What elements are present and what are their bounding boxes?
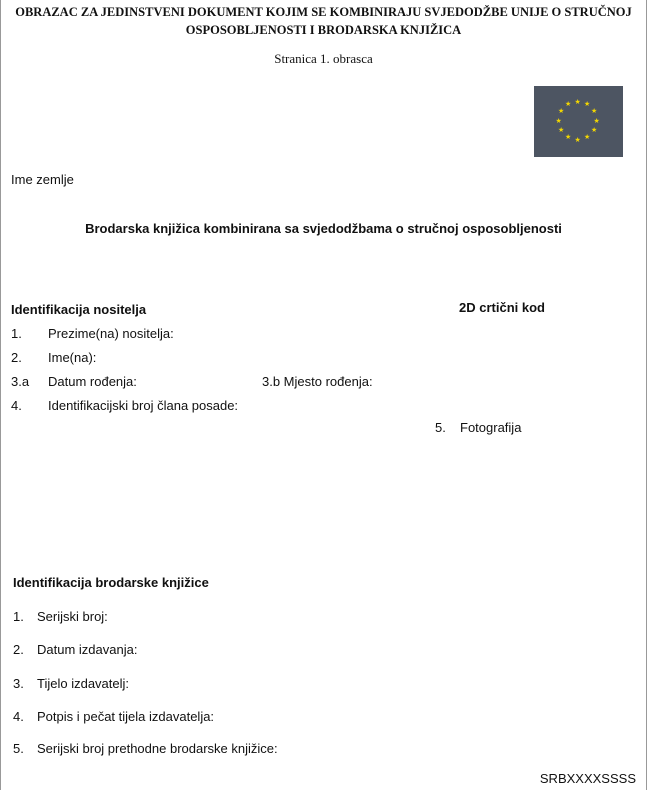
document-title: Brodarska knjižica kombinirana sa svjedodžbama o stručnoj osposobljenosti xyxy=(85,221,562,236)
eu-flag-icon xyxy=(534,86,623,157)
country-label: Ime zemlje xyxy=(11,172,74,187)
form-title-line2: OSPOSOBLJENOSTI I BRODARSKA KNJIŽICA xyxy=(185,23,462,37)
star-icon: ★ xyxy=(574,98,581,106)
holder-item-num: 2. xyxy=(11,350,22,365)
photo-label: Fotografija xyxy=(460,420,522,435)
star-icon: ★ xyxy=(590,108,598,115)
book-item-num: 4. xyxy=(13,709,24,724)
star-icon: ★ xyxy=(590,127,598,134)
holder-item-num: 3.a xyxy=(11,374,30,389)
page-label: Stranica 1. obrasca xyxy=(274,51,373,66)
book-item-num: 2. xyxy=(13,642,24,657)
holder-item-num: 1. xyxy=(11,326,22,341)
barcode-label: 2D crtični kod xyxy=(459,300,545,315)
holder-item-label: Datum rođenja: xyxy=(48,374,137,389)
form-title-line1: OBRAZAC ZA JEDINSTVENI DOKUMENT KOJIM SE KOMBINIRAJU SVJEDODŽBE UNIJE O STRUČNOJ xyxy=(15,5,632,19)
book-item-label: Serijski broj: xyxy=(37,609,108,624)
birthplace-label: 3.b Mjesto rođenja: xyxy=(262,374,373,389)
book-item-num: 3. xyxy=(13,676,24,691)
holder-item-label: Ime(na): xyxy=(48,350,97,365)
book-item-label: Tijelo izdavatelj: xyxy=(37,676,130,691)
book-item-label: Datum izdavanja: xyxy=(37,642,138,657)
star-icon: ★ xyxy=(584,101,591,109)
book-heading: Identifikacija brodarske knjižice xyxy=(13,575,209,590)
book-item-label: Serijski broj prethodne brodarske knjižice: xyxy=(37,741,278,756)
star-icon: ★ xyxy=(565,101,572,109)
footer-code: SRBXXXXSSSS xyxy=(539,771,636,786)
photo-num: 5. xyxy=(435,420,446,435)
book-item-num: 1. xyxy=(13,609,24,624)
book-item-label: Potpis i pečat tijela izdavatelja: xyxy=(37,709,215,724)
book-item-num: 5. xyxy=(13,741,24,756)
star-icon: ★ xyxy=(565,133,572,141)
holder-item-label: Identifikacijski broj člana posade: xyxy=(48,398,239,413)
star-icon: ★ xyxy=(558,108,565,115)
star-icon: ★ xyxy=(574,136,581,144)
star-icon: ★ xyxy=(593,117,600,125)
holder-item-num: 4. xyxy=(11,398,22,413)
holder-item-label: Prezime(na) nositelja: xyxy=(48,326,174,341)
star-icon: ★ xyxy=(555,117,562,125)
star-icon: ★ xyxy=(558,127,565,134)
star-icon: ★ xyxy=(584,133,591,141)
holder-heading: Identifikacija nositelja xyxy=(11,302,147,317)
